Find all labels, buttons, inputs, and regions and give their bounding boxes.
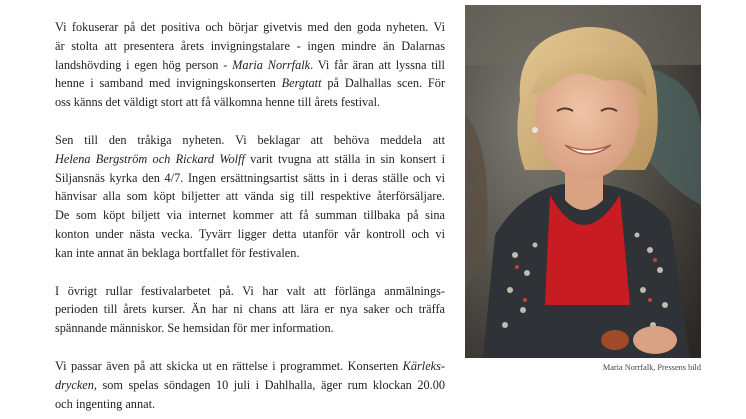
text-segment: hänvisar alla som köpt biljetter att vända sig till respektive återförsäljare. [55, 189, 445, 204]
italic-text: Maria Norrfalk [232, 57, 311, 72]
text-segment: kan inte annat än beklaga bortfallet för festivalen. [55, 245, 300, 260]
text-segment: är stolta att presentera årets invigningstalare - ingen mindre än Dalarnas [55, 38, 445, 53]
article-paragraph [55, 357, 445, 413]
text-segment: Vi fokuserar på det positiva och börjar givetvis med den goda nyheten. Vi [55, 20, 445, 34]
text-line [55, 150, 445, 169]
text-segment: varit tvugna att ställa in sin konsert i [244, 151, 446, 166]
text-line [55, 37, 445, 56]
text-line [55, 56, 445, 75]
text-line [55, 187, 445, 206]
text-segment: , som spelas söndagen 10 juli i Dahlhalla, äger rum klockan 20.00 [93, 377, 445, 392]
portrait-photo [465, 5, 701, 358]
article-paragraph [55, 18, 445, 112]
text-line [55, 206, 445, 225]
text-segment: oss känns det väldigt stort att få välkomna henne till årets festival. [55, 95, 381, 110]
text-line [55, 18, 445, 37]
text-segment: Siljansnäs kyrka den 4/7. Ingen ersättningsartist sätts in i deras ställe och vi [55, 170, 445, 185]
text-line [55, 357, 445, 376]
italic-text: Helena Bergström och Rickard Wolff [55, 151, 245, 166]
text-line [55, 225, 445, 244]
text-segment: Sen till den tråkiga nyheten. Vi beklagar att behöva meddela att [55, 132, 445, 147]
text-segment: och ingenting annat. [55, 396, 156, 411]
text-line [55, 74, 445, 93]
photo-caption: Maria Norrfalk, Pressens bild [602, 363, 701, 372]
text-line [55, 376, 445, 395]
text-segment: på Dalhallas scen. För [321, 76, 445, 91]
text-line [55, 300, 445, 319]
text-segment: De som köpt biljett via internet kommer att få summan tillbaka på sina [55, 208, 445, 223]
portrait-illustration [465, 5, 701, 358]
italic-text: Kärleks- [402, 358, 445, 373]
text-line [55, 282, 445, 301]
text-line [55, 169, 445, 188]
text-line [55, 319, 445, 338]
text-segment: henne i samband med invigningskonserten [55, 76, 282, 91]
text-line [55, 244, 445, 263]
text-segment: konton under nästa vecka. Tyvärr ligger detta utanför vår kontroll och vi [55, 226, 445, 241]
article-paragraph [55, 131, 445, 263]
article-paragraph [55, 282, 445, 338]
text-line [55, 93, 445, 112]
article-body [55, 18, 445, 419]
text-segment: spännande människor. Se hemsidan för mer information. [55, 321, 334, 336]
italic-text: drycken [55, 377, 94, 392]
text-line [55, 395, 445, 414]
text-segment: perioden till årets kurser. Än har ni chans att lära er nya saker och träffa [55, 302, 445, 317]
text-segment: landshövding i egen hög person - [55, 57, 233, 72]
text-segment: . Vi får äran att lyssna till [310, 57, 445, 72]
text-line [55, 131, 445, 150]
text-segment: I övrigt rullar festivalarbetet på. Vi har valt att förlänga anmälnings- [55, 283, 445, 298]
italic-text: Bergtatt [281, 76, 322, 91]
text-segment: Vi passar även på att skicka ut en rättelse i programmet. Konserten [55, 358, 403, 373]
